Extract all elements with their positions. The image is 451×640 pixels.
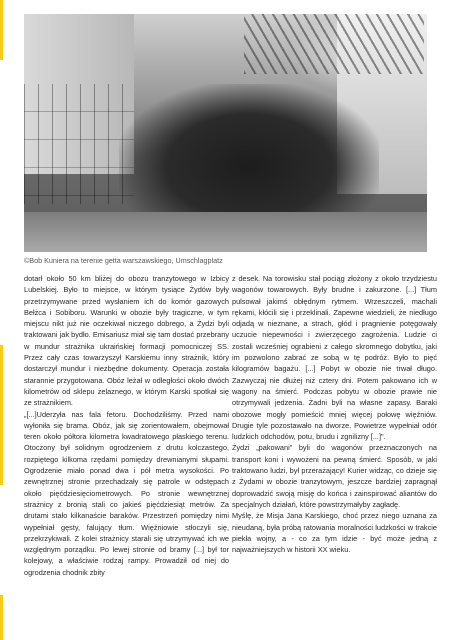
text-column-left	[24, 273, 229, 578]
text-column-right	[232, 273, 437, 555]
paragraph: dotarł około 50 km bliżej do obozu tranzytowego w Izbicy Lubelskiej. Było to miejsce, w którym tysiące Żydów były przetrzymywane przed wysłaniem ich do komór gazowych Bełżca i Sobiboru. Warunki w obozie były tragiczne, w tym miejscu nikt już nie oczekiwał niczego dobrego, a Żydzi byli traktowani jak bydło. Emisariusz miał się tam dostać przebrany w mundur strażnika ukraińskiej formacji pomocniczej SS. Przez cały czas towarzyszył Karskiemu inny strażnik, który dostarczył mundur i niezbędne dokumenty. Operacja została starannie przygotowana. Obóz leżał w odległości około dwóch kilometrów od sklepu żelaznego, w którym Karski spotkał się ze strażnikiem.	[24, 274, 229, 408]
paragraph: „[...]Uderzyła nas fala fetoru. Dochodziliśmy. Przed nami wyłoniła się brama. Obóz, jak się zorientowałem, obejmował teren około półtora kilometra kwadratowego płaskiego terenu. Otoczony był solidnym ogrodzeniem z drutu kolczastego, rozpiętego kilkoma rzędami pomiędzy drewnianymi słupami. Ogrodzenie miało ponad dwa i pół metra wysokości. Po zewnętrznej stronie przechadzały się patrole w odstępach około pięćdziesięciometrowych. Po stronie wewnętrznej strażnicy z bronią stali co jakieś pięćdziesiąt metrów. Za drutami stało kilkanaście baraków. Przestrzeń pomiędzy nimi wypełniał gęsty, falujący tłum. Więźniowie stłoczyli się, przekrzykiwali. Z kolei strażnicy starali się utrzymywać ich we względnym porządku. Po lewej stronie od bramy [...] był tor kolejowy, a właściwie rodzaj rampy. Prowadził od niej do ogrodzenia chodnik zbity	[24, 409, 229, 577]
paragraph: z desek. Na torowisku stał pociąg złożony z około trzydziestu wagonów towarowych. Były brudne i zakurzone. [...] Tłum pulsował jakimś obłędnym rytmem. Wrzeszczeli, machali rękami, kłócili się i przeklinali. Zapewne wiedzieli, że niedługo odjadą w nieznane, a strach, głód i pragnienie potęgowały uczucie niepewności i zwierzęcego zagrożenia. Ludzie ci zostali wcześniej ograbieni z całego skromnego dobytku, jaki im pozwolono zabrać ze sobą w tę podróż. Było to pięć kilogramów bagażu. [...] Pobyt w obozie nie trwał długo. Zazwyczaj nie dłużej niż cztery dni. Potem pakowano ich w wagony na śmierć. Podczas pobytu w obozie prawie nie otrzymywali jedzenia. Żadni byli na własne zapasy. Baraki obozowe mogły pomieścić mniej więcej połowę więźniów. Drugie tyle pozostawało na dworze. Powietrze wypełniał odór ludzkich odchodów, potu, brudu i zgnilizny [...]".	[232, 274, 437, 442]
accent-bar-left-lower	[0, 345, 3, 485]
accent-bar-left-bottom	[0, 595, 3, 640]
paragraph: Żydzi „pakowani” byli do wagonów przeznaczonych na transport koni i wywożeni na pewną śmierć. Sposób, w jaki traktowano ludzi, był przerażający! Kurier widząc, co dzieje się z Żydami w obozie tranzytowym, jeszcze bardziej zapragnął doprowadzić swoją misję do końca i zainspirować aliantów do specjalnych działań, które powstrzymałyby zagładę.	[232, 443, 437, 509]
paragraph: Myślę, że Misja Jana Karskiego, choć przez niego uznana za nieudaną, była próbą ratowania moralności ludzkości w trakcie piekła wojny, a - co za tym idzie - być może jedną z najważniejszych w historii XX wieku.	[232, 511, 437, 555]
photo-crowd	[24, 14, 427, 252]
accent-bar-left	[0, 0, 3, 60]
photo-caption: ©Bob Kuniera na terenie getta warszawskiego, Umschlagplatz	[24, 256, 223, 265]
